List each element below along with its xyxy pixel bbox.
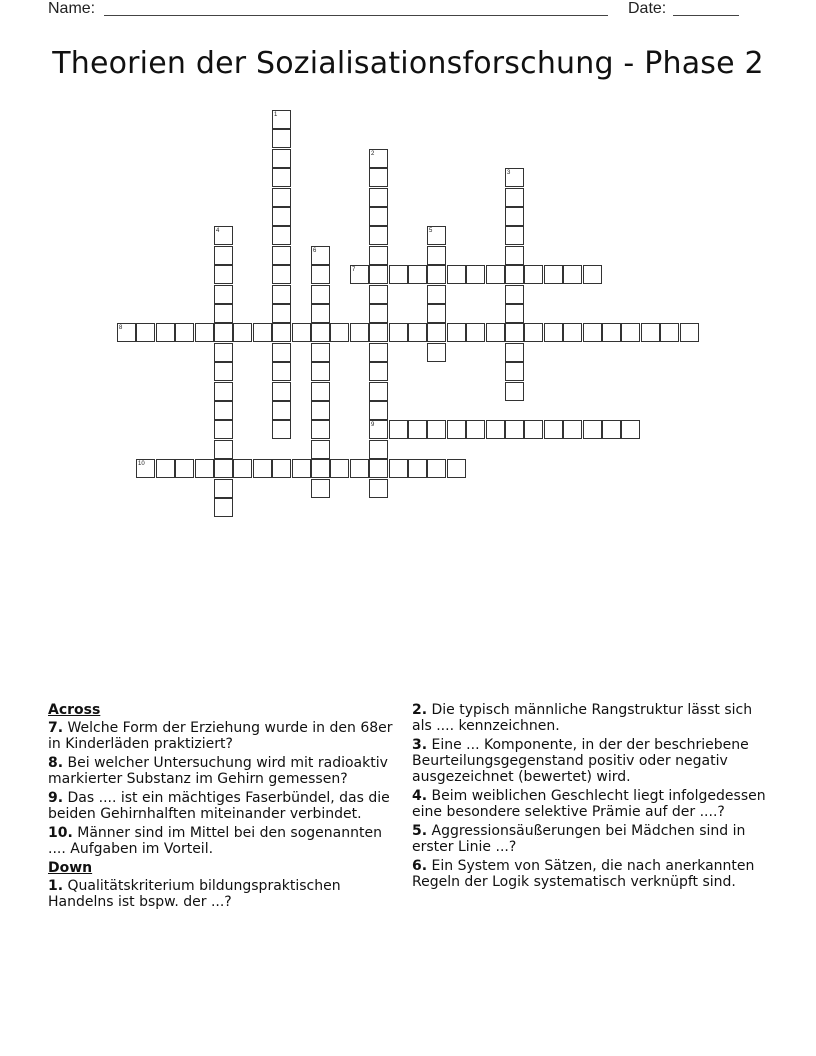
clue-item bbox=[412, 788, 768, 820]
crossword-cell[interactable] bbox=[272, 401, 291, 420]
crossword-cell[interactable] bbox=[272, 343, 291, 362]
crossword-cell[interactable] bbox=[369, 246, 388, 265]
crossword-cell[interactable] bbox=[369, 285, 388, 304]
clue-item bbox=[48, 720, 398, 752]
crossword-cell[interactable] bbox=[272, 168, 291, 187]
crossword-cell[interactable] bbox=[602, 323, 621, 342]
crossword-cell[interactable] bbox=[272, 420, 291, 439]
date-label: Date: bbox=[628, 0, 667, 17]
crossword-cell[interactable] bbox=[408, 420, 427, 439]
crossword-cell[interactable] bbox=[233, 459, 252, 478]
crossword-cell[interactable] bbox=[466, 265, 485, 284]
crossword-cell[interactable] bbox=[369, 362, 388, 381]
clue-item bbox=[48, 825, 398, 857]
clue-item-number: 10. bbox=[48, 825, 73, 841]
crossword-cell[interactable] bbox=[466, 420, 485, 439]
crossword-cell[interactable] bbox=[583, 323, 602, 342]
clue-item-number: 2. bbox=[412, 702, 428, 718]
crossword-cell[interactable] bbox=[272, 149, 291, 168]
crossword-cell[interactable] bbox=[272, 188, 291, 207]
crossword-cell[interactable] bbox=[563, 265, 582, 284]
crossword-cell[interactable] bbox=[272, 129, 291, 148]
clue-item-number: 1. bbox=[48, 878, 64, 894]
crossword-cell[interactable] bbox=[447, 459, 466, 478]
crossword-cell[interactable] bbox=[214, 323, 233, 342]
clue-item bbox=[48, 878, 398, 910]
clue-item-text: Beim weiblichen Geschlecht liegt infolgedessen eine besondere selektive Prämie auf der ....? bbox=[412, 788, 766, 820]
crossword-cell[interactable] bbox=[486, 420, 505, 439]
crossword-cell[interactable] bbox=[272, 382, 291, 401]
crossword-cell[interactable] bbox=[369, 479, 388, 498]
down-heading: Down bbox=[48, 860, 93, 876]
clue-item-number: 3. bbox=[412, 737, 428, 753]
crossword-cell[interactable] bbox=[505, 226, 524, 245]
crossword-cell[interactable] bbox=[466, 323, 485, 342]
crossword-cell[interactable] bbox=[311, 459, 330, 478]
crossword-cell[interactable] bbox=[350, 459, 369, 478]
clue-item bbox=[412, 823, 768, 855]
crossword-cell[interactable] bbox=[350, 323, 369, 342]
clue-item-text: Die typisch männliche Rangstruktur lässt sich als .... kennzeichnen. bbox=[412, 702, 753, 734]
clue-item bbox=[412, 858, 768, 890]
clue-number-4: 4 bbox=[216, 228, 220, 234]
page-title: Theorien der Sozialisationsforschung - Phase 2 bbox=[52, 46, 764, 81]
crossword-cell[interactable] bbox=[292, 459, 311, 478]
crossword-cell[interactable] bbox=[214, 382, 233, 401]
crossword-cell[interactable] bbox=[233, 323, 252, 342]
crossword-cell[interactable] bbox=[272, 265, 291, 284]
clue-item-number: 5. bbox=[412, 823, 428, 839]
crossword-cell[interactable] bbox=[660, 323, 679, 342]
crossword-cell[interactable] bbox=[156, 459, 175, 478]
crossword-cell[interactable] bbox=[427, 285, 446, 304]
crossword-cell[interactable] bbox=[427, 343, 446, 362]
crossword-cell[interactable] bbox=[408, 459, 427, 478]
crossword-cell[interactable] bbox=[505, 304, 524, 323]
crossword-cell[interactable] bbox=[311, 362, 330, 381]
clue-number-8: 8 bbox=[119, 325, 123, 331]
crossword-cell[interactable] bbox=[272, 362, 291, 381]
crossword-cell[interactable] bbox=[427, 420, 446, 439]
crossword-cell[interactable] bbox=[602, 420, 621, 439]
crossword-cell[interactable] bbox=[330, 459, 349, 478]
crossword-cell[interactable] bbox=[427, 323, 446, 342]
across-heading: Across bbox=[48, 702, 101, 718]
crossword-cell[interactable] bbox=[214, 420, 233, 439]
clue-item bbox=[412, 737, 768, 785]
crossword-cell[interactable] bbox=[544, 420, 563, 439]
crossword-cell[interactable] bbox=[311, 401, 330, 420]
crossword-cell[interactable] bbox=[447, 265, 466, 284]
crossword-cell[interactable] bbox=[447, 323, 466, 342]
clue-item-number: 6. bbox=[412, 858, 428, 874]
clue-number-6: 6 bbox=[313, 248, 317, 254]
down-clue-list bbox=[48, 878, 398, 910]
clue-item-text: Männer sind im Mittel bei den sogenannten .... Aufgaben im Vorteil. bbox=[48, 825, 382, 857]
crossword-cell[interactable] bbox=[272, 304, 291, 323]
clue-item-number: 8. bbox=[48, 755, 64, 771]
crossword-cell[interactable] bbox=[195, 459, 214, 478]
crossword-cell[interactable] bbox=[175, 459, 194, 478]
crossword-cell[interactable] bbox=[214, 343, 233, 362]
crossword-cell[interactable] bbox=[389, 265, 408, 284]
clue-item-text: Ein System von Sätzen, die nach anerkannten Regeln der Logik systematisch verknüpft sind. bbox=[412, 858, 755, 890]
crossword-cell[interactable] bbox=[214, 401, 233, 420]
crossword-cell[interactable] bbox=[272, 459, 291, 478]
clue-item bbox=[48, 790, 398, 822]
crossword-cell[interactable] bbox=[330, 323, 349, 342]
clue-number-1: 1 bbox=[274, 112, 278, 118]
down-clue-list-continued bbox=[412, 702, 768, 890]
clue-item bbox=[48, 755, 398, 787]
crossword-cell[interactable] bbox=[369, 265, 388, 284]
crossword-cell[interactable] bbox=[369, 188, 388, 207]
crossword-cell[interactable] bbox=[272, 226, 291, 245]
crossword-cell[interactable] bbox=[505, 343, 524, 362]
crossword-cell[interactable] bbox=[369, 440, 388, 459]
crossword-cell[interactable] bbox=[156, 323, 175, 342]
crossword-cell[interactable] bbox=[272, 246, 291, 265]
crossword-cell[interactable] bbox=[369, 382, 388, 401]
name-label: Name: bbox=[48, 0, 96, 17]
crossword-cell[interactable] bbox=[214, 440, 233, 459]
clue-item-text: Qualitätskriterium bildungspraktischen Handelns ist bspw. der ...? bbox=[48, 878, 341, 910]
crossword-cell[interactable] bbox=[214, 498, 233, 517]
crossword-cell[interactable] bbox=[311, 440, 330, 459]
crossword-cell[interactable] bbox=[505, 382, 524, 401]
crossword-cell[interactable] bbox=[311, 323, 330, 342]
crossword-cell[interactable] bbox=[505, 246, 524, 265]
crossword-cell[interactable] bbox=[583, 420, 602, 439]
crossword-cell[interactable] bbox=[214, 362, 233, 381]
crossword-cell[interactable] bbox=[447, 420, 466, 439]
crossword-cell[interactable] bbox=[427, 304, 446, 323]
crossword-cell[interactable] bbox=[311, 285, 330, 304]
crossword-cell[interactable] bbox=[486, 323, 505, 342]
across-clue-list bbox=[48, 720, 398, 857]
clue-item-text: Aggressionsäußerungen bei Mädchen sind in erster Linie ...? bbox=[412, 823, 746, 855]
crossword-cell[interactable] bbox=[369, 343, 388, 362]
crossword-cell[interactable] bbox=[253, 323, 272, 342]
crossword-cell[interactable] bbox=[544, 323, 563, 342]
crossword-cell[interactable] bbox=[292, 323, 311, 342]
clue-number-10: 10 bbox=[138, 461, 145, 467]
crossword-cell[interactable] bbox=[311, 420, 330, 439]
clue-item-text: Das .... ist ein mächtiges Faserbündel, das die beiden Gehirnhalften miteinander verbindet. bbox=[48, 790, 390, 822]
clue-item bbox=[412, 702, 768, 734]
crossword-cell[interactable] bbox=[136, 323, 155, 342]
clue-item-number: 7. bbox=[48, 720, 64, 736]
crossword-cell[interactable] bbox=[369, 401, 388, 420]
crossword-cell[interactable] bbox=[253, 459, 272, 478]
crossword-cell[interactable] bbox=[214, 246, 233, 265]
crossword-cell[interactable] bbox=[369, 323, 388, 342]
crossword-cell[interactable] bbox=[272, 285, 291, 304]
crossword-cell[interactable] bbox=[621, 420, 640, 439]
clue-number-5: 5 bbox=[429, 228, 433, 234]
clue-number-3: 3 bbox=[507, 170, 511, 176]
crossword-cell[interactable] bbox=[680, 323, 699, 342]
crossword-cell[interactable] bbox=[311, 304, 330, 323]
crossword-cell[interactable] bbox=[427, 459, 446, 478]
crossword-cell[interactable] bbox=[505, 420, 524, 439]
crossword-cell[interactable] bbox=[427, 246, 446, 265]
crossword-cell[interactable] bbox=[214, 265, 233, 284]
crossword-cell[interactable] bbox=[641, 323, 660, 342]
clue-item-number: 9. bbox=[48, 790, 64, 806]
crossword-cell[interactable] bbox=[214, 459, 233, 478]
crossword-cell[interactable] bbox=[505, 285, 524, 304]
clue-number-2: 2 bbox=[371, 151, 375, 157]
crossword-cell[interactable] bbox=[389, 459, 408, 478]
crossword-cell[interactable] bbox=[369, 459, 388, 478]
crossword-cell[interactable] bbox=[214, 479, 233, 498]
crossword-cell[interactable] bbox=[408, 323, 427, 342]
crossword-cell[interactable] bbox=[505, 207, 524, 226]
crossword-cell[interactable] bbox=[369, 168, 388, 187]
crossword-cell[interactable] bbox=[408, 265, 427, 284]
crossword-cell[interactable] bbox=[369, 226, 388, 245]
crossword-cell[interactable] bbox=[311, 479, 330, 498]
clue-number-9: 9 bbox=[371, 422, 375, 428]
crossword-cell[interactable] bbox=[505, 323, 524, 342]
crossword-cell[interactable] bbox=[524, 265, 543, 284]
clue-item-number: 4. bbox=[412, 788, 428, 804]
crossword-cell[interactable] bbox=[311, 343, 330, 362]
crossword-cell[interactable] bbox=[389, 420, 408, 439]
crossword-cell[interactable] bbox=[563, 323, 582, 342]
crossword-cell[interactable] bbox=[311, 265, 330, 284]
crossword-cell[interactable] bbox=[583, 265, 602, 284]
crossword-cell[interactable] bbox=[505, 188, 524, 207]
crossword-cell[interactable] bbox=[544, 265, 563, 284]
clue-item-text: Eine ... Komponente, in der der beschriebene Beurteilungsgegenstand positiv oder negativ ausgezeichnet (bewertet) wird. bbox=[412, 737, 749, 785]
crossword-cell[interactable] bbox=[214, 304, 233, 323]
crossword-cell[interactable] bbox=[505, 265, 524, 284]
clues-left-column bbox=[48, 702, 398, 913]
crossword-cell[interactable] bbox=[369, 304, 388, 323]
crossword-cell[interactable] bbox=[505, 362, 524, 381]
crossword-cell[interactable] bbox=[195, 323, 214, 342]
clue-item-text: Bei welcher Untersuchung wird mit radioaktiv markierter Substanz im Gehirn gemessen? bbox=[48, 755, 388, 787]
crossword-cell[interactable] bbox=[272, 207, 291, 226]
clue-item-text: Welche Form der Erziehung wurde in den 68er in Kinderläden praktiziert? bbox=[48, 720, 393, 752]
crossword-cell[interactable] bbox=[563, 420, 582, 439]
crossword-cell[interactable] bbox=[486, 265, 505, 284]
crossword-cell[interactable] bbox=[524, 323, 543, 342]
clue-number-7: 7 bbox=[352, 267, 356, 273]
crossword-cell[interactable] bbox=[621, 323, 640, 342]
crossword-cell[interactable] bbox=[369, 207, 388, 226]
clues-right-column bbox=[412, 702, 768, 893]
crossword-cell[interactable] bbox=[311, 382, 330, 401]
crossword-cell[interactable] bbox=[175, 323, 194, 342]
crossword-cell[interactable] bbox=[389, 323, 408, 342]
crossword-cell[interactable] bbox=[427, 265, 446, 284]
crossword-cell[interactable] bbox=[214, 285, 233, 304]
crossword-cell[interactable] bbox=[524, 420, 543, 439]
crossword-cell[interactable] bbox=[272, 323, 291, 342]
